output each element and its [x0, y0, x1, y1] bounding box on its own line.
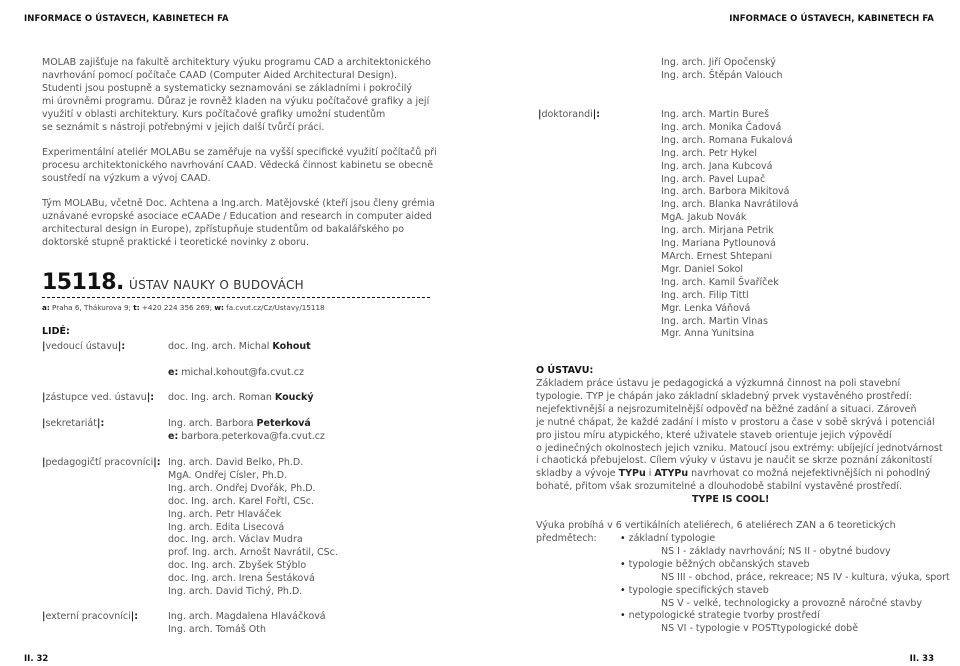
doctoral-name: Mgr. Daniel Sokol: [661, 263, 744, 275]
subject-title: • základní typologie: [620, 533, 950, 546]
about-line: Základem práce ústavu je pedagogická a výzkumná činnost na poli stavební: [536, 378, 901, 389]
institute-heading: [42, 270, 304, 295]
paragraph-line: navrhování pomocí počítače CAAD (Computer Aided Architectural Design).: [42, 69, 398, 81]
teacher-name: doc. Ing. arch. Zbyšek Stýblo: [168, 560, 307, 572]
teacher-name: prof. Ing. arch. Arnošt Navrátil, CSc.: [168, 547, 338, 559]
external-name: Ing. arch. Tomáš Oth: [168, 623, 266, 635]
paragraph-line: MOLAB zajišťuje na fakultě architektury výuku programu CAD a architektonického: [42, 57, 431, 68]
teacher-name: Ing. arch. David Belko, Ph.D.: [168, 457, 304, 468]
teacher-name: doc. Ing. arch. Irena Šestáková: [168, 573, 315, 585]
subject-title: • netypologické strategie tvorby prostředí: [620, 610, 950, 623]
teacher-name: MgA. Ondřej Císler, Ph.D.: [168, 469, 288, 481]
teacher-name: doc. Ing. arch. Václav Mudra: [168, 534, 303, 546]
doctoral-name: Ing. arch. Martin Bureš: [661, 109, 770, 120]
intro-paragraph: [42, 57, 431, 134]
doctoral-name: Mgr. Lenka Váňová: [661, 302, 751, 314]
about-line: pro jistou míru atypického, které uživatele staveb orientuje jejich výpovědí: [536, 429, 892, 441]
head-row: [0, 341, 480, 355]
paragraph-line: se seznámit s nástroji potřebnými v jejich další tvůrčí práci.: [42, 121, 325, 133]
subject-detail: NS III - obchod, práce, rekreace; NS IV - kultura, výuka, sport: [661, 571, 950, 583]
doctoral-name: Ing. arch. Jana Kubcová: [661, 160, 773, 172]
teacher-name: Ing. arch. Petr Hlaváček: [168, 508, 282, 520]
teachers-list: [168, 457, 338, 599]
secretary-label: |sekretariát|:: [42, 418, 105, 429]
subject-title: • typologie specifických staveb: [620, 585, 950, 598]
type-is-cool: TYPE IS COOL!: [692, 494, 770, 506]
doctoral-name: MArch. Ernest Shtepani: [661, 250, 773, 262]
page-number-right: II. 33: [909, 654, 934, 664]
doctoral-name: MgA. Jakub Novák: [661, 212, 747, 224]
teaching-subjects-label: předmětech:: [536, 532, 597, 544]
doctoral-name: Mgr. Anna Yunitsina: [661, 328, 755, 340]
staff-name: Ing. arch. Jiří Opočenský: [661, 57, 776, 68]
head-label: |vedoucí ústavu|:: [42, 341, 126, 352]
doctoral-name: Ing. arch. Mirjana Petrik: [661, 225, 774, 237]
teachers-label: |pedagogičtí pracovníci|:: [42, 457, 161, 468]
team-paragraph: [42, 198, 435, 250]
atelier-paragraph: [42, 147, 437, 186]
paragraph-line: využití v oblasti architektury. Kurs počítačové grafiky umožní studentům: [42, 108, 386, 120]
about-text: [536, 378, 943, 507]
deputy-row: [0, 392, 480, 406]
teacher-name: Ing. arch. David Tichý, Ph.D.: [168, 586, 303, 598]
external-list: [168, 611, 326, 637]
teacher-name: doc. Ing. arch. Karel Fořtl, CSc.: [168, 495, 315, 507]
institute-contact: a: Praha 6, Thákurova 9; t: +420 224 356 269; w: fa.cvut.cz/Cz/Ustavy/15118: [42, 303, 325, 312]
staff-list-continued: [661, 57, 783, 83]
subject-detail: NS VI - typologie v POSTtypologické době: [661, 623, 859, 635]
doctoral-name: Ing. arch. Kamil Švaříček: [661, 276, 779, 288]
external-label: |externí pracovníci|:: [42, 611, 138, 622]
secretary-row: [0, 418, 480, 432]
doctoral-name: Ing. arch. Romana Fukalová: [661, 134, 793, 146]
about-line: typologie. TYP je chápán jako základní skladebný prvek vystavěného prostředí:: [536, 390, 912, 402]
paragraph-line: Studenti jsou postupně a systematicky seznamováni se základními i pokročilý: [42, 82, 412, 94]
head-name: doc. Ing. arch. Michal Kohout: [168, 341, 311, 352]
about-line: je nutné chápat, že každé zadání i místo v prostoru a čase v sobě skrývá i potenciál: [536, 416, 935, 428]
institute-number: 15118.: [42, 270, 124, 295]
doctoral-name: Ing. arch. Martin Vlnas: [661, 315, 768, 327]
staff-name: Ing. arch. Štěpán Valouch: [661, 69, 783, 81]
secretary-email: e: barbora.peterkova@fa.cvut.cz: [168, 431, 325, 442]
paragraph-line: architectural design in Europe), zpřístupňuje studentům od bakalářského po: [42, 223, 405, 235]
doctoral-name: Ing. arch. Pavel Lupač: [661, 173, 766, 185]
paragraph-line: Tým MOLABu, včetně Doc. Achtena a Ing.arch. Matějovské (kteří jsou členy grémia: [42, 198, 435, 209]
paragraph-line: doktorské stupně praktické i teoretické novinky z oboru.: [42, 236, 309, 248]
paragraph-line: soustředí na výzkum a vývoj CAAD.: [42, 172, 211, 184]
paragraph-line: Experimentální ateliér MOLABu se zaměřuje na vyšší specifické využití počítačů při: [42, 147, 437, 158]
doctoral-name: Ing. arch. Barbora Mikitová: [661, 186, 790, 198]
about-line-typ: skladby a vývoje TYPu i ATYPu navrhovat co možná nejefektivnějších ni pohodlný: [536, 468, 931, 480]
doctoral-name: Ing. arch. Monika Čadová: [661, 121, 782, 133]
about-line: i chaotická přebujelost. Cílem výuky v ústavu je naučit se skrze poznání zákonitostí: [536, 455, 933, 467]
heading-divider: [42, 297, 430, 298]
subjects-list: [620, 533, 950, 636]
people-heading: LIDÉ:: [42, 326, 70, 337]
doctoral-name: Ing. Mariana Pytlounová: [661, 238, 776, 250]
doctoral-name: Ing. arch. Filip Tittl: [661, 289, 749, 301]
paragraph-line: uznávané evropské asociace eCAADe / Education and research in computer aided: [42, 210, 432, 222]
doctoral-list: [661, 109, 798, 341]
external-name: Ing. arch. Magdalena Hlaváčková: [168, 611, 326, 622]
about-heading: O ÚSTAVU:: [536, 365, 594, 376]
teaching-line: Výuka probíhá v 6 vertikálních ateliérech, 6 ateliérech ZAN a 6 teoretických: [536, 520, 896, 531]
doctoral-name: Ing. arch. Petr Hykel: [661, 147, 757, 159]
running-header-left: INFORMACE O ÚSTAVECH, KABINETECH FA: [24, 14, 229, 24]
teacher-name: Ing. arch. Ondřej Dvořák, Ph.D.: [168, 482, 316, 494]
paragraph-line: procesu architektonického navrhování CAAD. Vědecká činnost kabinetu se obecně: [42, 159, 434, 171]
doctoral-name: Ing. arch. Blanka Navrátilová: [661, 199, 799, 211]
running-header-right: INFORMACE O ÚSTAVECH, KABINETECH FA: [729, 14, 934, 24]
subject-title: • typologie běžných občanských staveb: [620, 559, 950, 572]
teacher-name: Ing. arch. Edita Lisecová: [168, 521, 285, 533]
about-line: nejefektivnější a nejsrozumitelnější odpověď na běžné zadání a situaci. Zároveň: [536, 403, 917, 415]
secretary-name: Ing. arch. Barbora Peterková: [168, 418, 311, 429]
subject-detail: NS I - základy navrhování; NS II - obytné budovy: [661, 545, 891, 557]
head-email: e: michal.kohout@fa.cvut.cz: [168, 367, 304, 378]
subject-detail: NS V - velké, technologicky a provozně náročné stavby: [661, 597, 922, 609]
institute-title: ÚSTAV NAUKY O BUDOVÁCH: [129, 278, 305, 292]
deputy-name: doc. Ing. arch. Roman Koucký: [168, 392, 314, 403]
about-line-last: bohaté, přitom však srozumitelné a dlouhodobě stabilní vystavěné prostředí.: [536, 481, 902, 493]
page-number-left: II. 32: [24, 654, 49, 664]
about-line: o jedinečných okolnostech jejich vzniku. Matoucí jsou extrémy: ubíjející jednotvárnost: [536, 442, 943, 454]
paragraph-line: mi úrovněmi programu. Důraz je rovněž kladen na výuku počítačové grafiky a její: [42, 95, 430, 107]
deputy-label: |zástupce ved. ústavu|:: [42, 392, 155, 403]
